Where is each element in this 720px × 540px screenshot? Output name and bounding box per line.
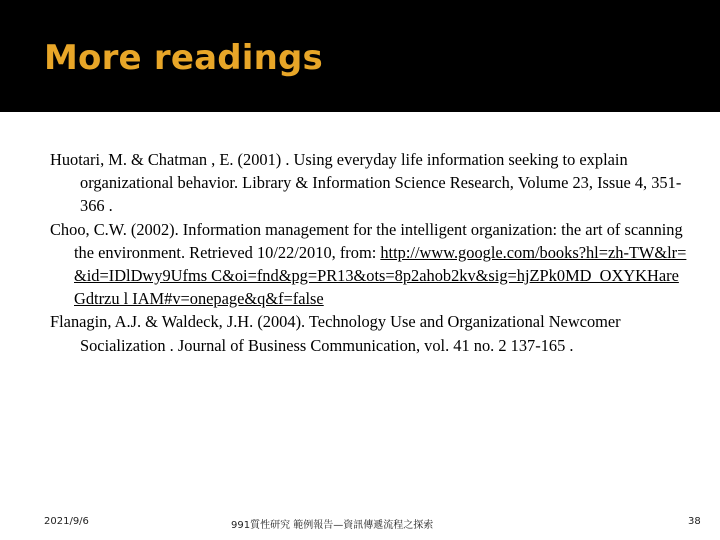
- header-bar: [0, 0, 720, 112]
- reference-item: [50, 148, 690, 218]
- reference-text: Flanagin, A.J. & Waldeck, J.H. (2004). Technology Use and Organizational Newcomer Socialization . Journal of Business Communication, vol. 41 no. 2 137-165 .: [50, 312, 621, 355]
- reference-item: [50, 310, 690, 356]
- reference-text: Choo, C.W. (2002). Information management for the intelligent organization: the art of scanning the environment. Retrieved 10/22/2010, from:: [50, 219, 683, 262]
- page-number: 38: [688, 516, 701, 527]
- reference-item: [50, 218, 690, 311]
- reference-text: Huotari, M. & Chatman , E. (2001) . Using everyday life information seeking to explain organizational behavior. Library & Information Science Research, Volume 23, Issue 4, 351-366 .: [50, 150, 682, 216]
- slide-title: More readings: [44, 38, 323, 78]
- reference-link[interactable]: http://www.google.com/books?hl=zh-TW&lr=&id=IDlDwy9Ufms C&oi=fnd&pg=PR13&ots=8p2ahob2kv&sig=hjZPk0MD_OXYKHare Gdtrzu l IAM#v=onepage&q&f=false: [74, 242, 687, 309]
- footer-center-text: 991質性研究 範例報告—資訊傳遞流程之探索: [231, 520, 434, 531]
- references-list: [50, 148, 690, 357]
- footer-date: 2021/9/6: [44, 516, 89, 527]
